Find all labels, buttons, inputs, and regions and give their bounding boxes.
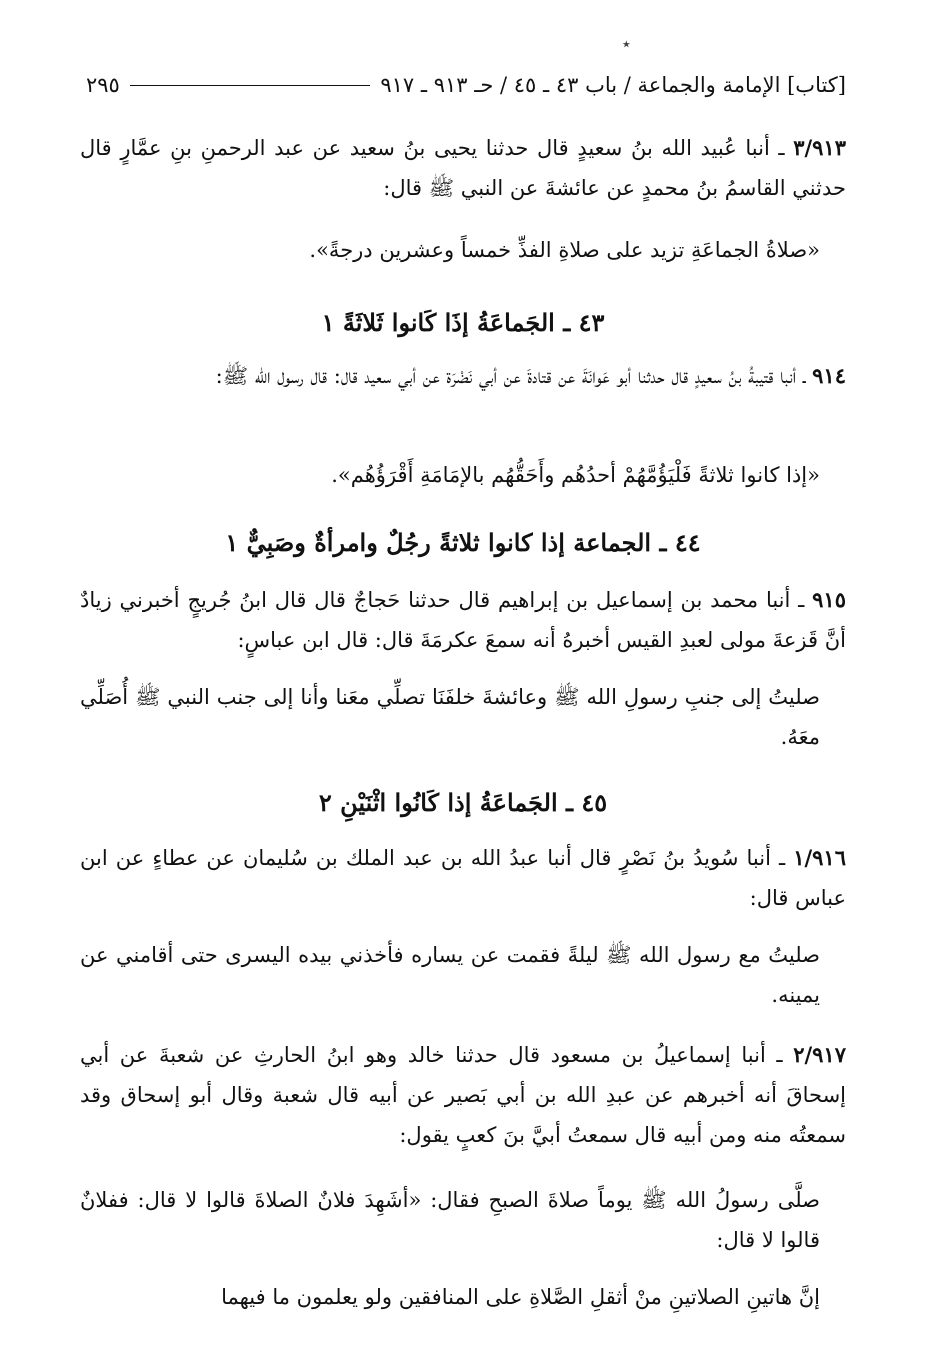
- hadith-matn-text: إنَّ هاتينِ الصلاتينِ منْ أثقلِ الصَّلاةِ على المنافقين ولو يعلمون ما فيهما: [221, 1285, 820, 1309]
- hadith-917-matn-continued: [80, 1277, 846, 1317]
- hadith-917-matn: [80, 1180, 846, 1260]
- chapter-heading-45: ٤٥ ـ الجَماعَةُ إذا كَانُوا اثْنَيْنِ ٢: [318, 788, 608, 817]
- running-header: [86, 68, 846, 102]
- hadith-number: ٩١٤: [812, 363, 846, 388]
- header-rule: [130, 85, 370, 86]
- hadith-913: [80, 128, 846, 208]
- hadith-isnad: ـ أنبا محمد بن إسماعيل بن إبراهيم قال حدثنا حَجاجٌ قال قال ابنُ جُريجٍ أخبرني زيادٌ أنَّ قَزعةَ مولى لعبدِ القيس أخبرهُ أنه سمعَ عكرمَةَ قال: قال ابن عباسٍ:: [80, 588, 846, 652]
- top-ornament-mark: ٭: [622, 34, 631, 53]
- hadith-914: [80, 356, 846, 396]
- hadith-number: ١/٩١٦: [793, 845, 846, 870]
- hadith-isnad: ـ أنبا سُويدُ بنُ نَصْرٍ قال أنبا عبدُ الله بن عبد الملك بن سُليمان عن عطاءٍ عن ابن عباس قال:: [80, 846, 846, 910]
- hadith-915: [80, 580, 846, 660]
- chapter-heading-44: ٤٤ ـ الجماعة إذا كانوا ثلاثةً رجُلٌ وامرأةٌ وصَبِيٌّ ١: [225, 528, 701, 557]
- hadith-913-matn: [80, 230, 846, 270]
- hadith-matn-text: «صلاةُ الجماعَةِ تزيد على صلاةِ الفذِّ خمساً وعشرين درجةً».: [309, 238, 820, 262]
- hadith-number: ٢/٩١٧: [793, 1042, 846, 1067]
- hadith-isnad: ـ أنبا قتيبةُ بنُ سعيدٍ قال حدثنا أبو عَوانَةَ عن قتادةَ عن أبي نَضْرَة عن أبي سعيد قال: قال رسول الله ﷺ:: [215, 364, 813, 388]
- hadith-matn-text: صليتُ مع رسول الله ﷺ ليلةً فقمت عن يساره فأخذني بيده اليسرى حتى أقامني عن يمينه.: [80, 943, 820, 1007]
- hadith-916: [80, 838, 846, 918]
- hadith-isnad: ـ أنبا إسماعيلُ بن مسعود قال حدثنا خالد وهو ابنُ الحارثِ عن شعبةَ عن أبي إسحاقَ أنه أخبرهم عن عبدِ الله بن أبي بَصير عن أبيه قال شعبة وقال أبو إسحاق وقد سمعتُه منه ومن أبيه قال سمعتُ أبيَّ بنَ كعبٍ يقول:: [80, 1043, 846, 1147]
- hadith-matn-text: «إذا كانوا ثلاثةً فَلْيَؤُمَّهُمْ أحدُهُم وأَحَقُّهُم بالإمَامَةِ أَقْرَؤُهُم».: [331, 463, 820, 487]
- chapter-heading-43: ٤٣ ـ الجَماعَةُ إذَا كَانوا ثَلاثَةً ١: [321, 308, 605, 337]
- hadith-number: ٣/٩١٣: [793, 135, 846, 160]
- hadith-matn-text: صلَّى رسولُ الله ﷺ يوماً صلاةَ الصبحِ فقال: «أشَهِدَ فلانٌ الصلاةَ قالوا لا قال: ففلانٌ قالوا لا قال:: [80, 1188, 820, 1252]
- hadith-916-matn: [80, 935, 846, 1015]
- running-header-title: [كتاب] الإمامة والجماعة / باب ٤٣ ـ ٤٥ / حـ ٩١٣ ـ ٩١٧: [380, 73, 846, 97]
- hadith-matn-text: صليتُ إلى جنبِ رسولِ الله ﷺ وعائشةَ خلفَنَا تصلِّي معَنا وأنا إلى جنب النبي ﷺ أُصَلِّي معَهُ.: [80, 685, 820, 749]
- hadith-number: ٩١٥: [812, 587, 846, 612]
- page-number: ٢٩٥: [86, 73, 120, 97]
- hadith-isnad: ـ أنبا عُبيد الله بنُ سعيدٍ قال حدثنا يحيى بنُ سعيد عن عبد الرحمنِ بنِ عمَّارٍ قال حدثني القاسمُ بنُ محمدٍ عن عائشةَ عن النبي ﷺ قال:: [80, 136, 846, 200]
- hadith-914-matn: [80, 455, 846, 495]
- hadith-915-matn: [80, 677, 846, 757]
- hadith-917: [80, 1035, 846, 1155]
